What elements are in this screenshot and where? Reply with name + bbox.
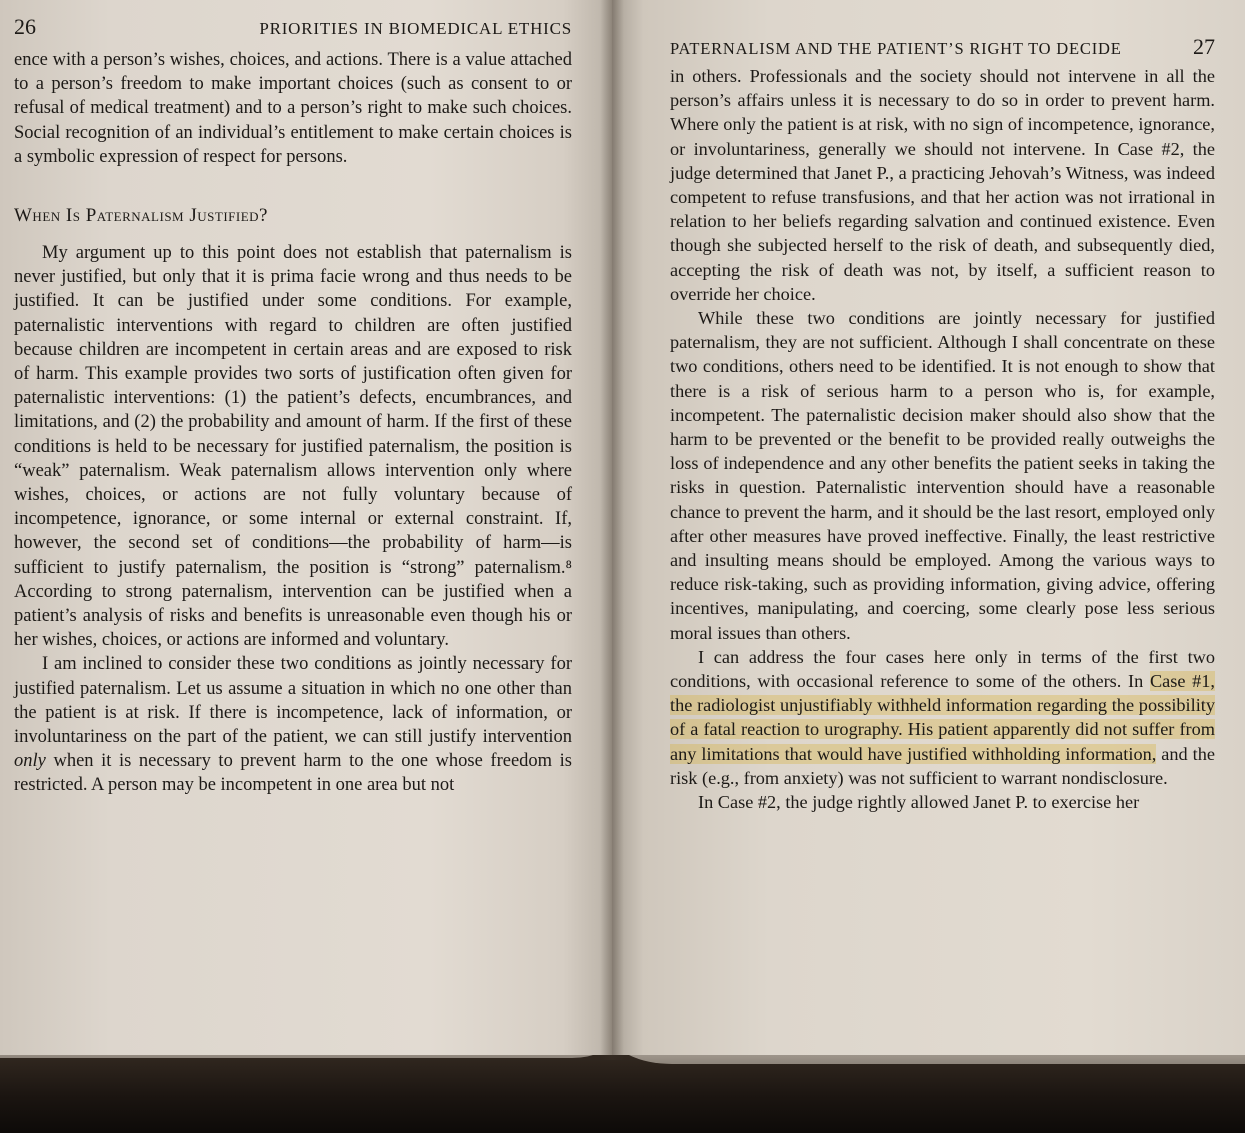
- left-paragraph-1: ence with a person’s wishes, choices, and actions. There is a value attached to a person’s freedom to make important choices (such as consent to or refusal of medical treatment) and to a person’s right to make such choices. Social recognition of an individual’s entitlement to make certain choices is a symbolic expression of respect for persons.: [14, 50, 572, 167]
- highlighted-passage: Case #1, the radiologist unjustifiably withheld information regarding the possibility of a fatal reaction to urography. His patient apparently did not suffer from any limitations that would have justified withholding information,: [670, 671, 1215, 764]
- right-page: [612, 0, 1245, 1055]
- right-page-number: 27: [1193, 34, 1215, 59]
- emphasis-only: only: [14, 751, 46, 772]
- right-paragraph-3-end: and the risk (e.g., from anxiety) was not sufficient to warrant nondisclosure.: [670, 743, 1216, 788]
- right-paragraph-4: In Case #2, the judge rightly allowed Janet P. to exercise her: [698, 792, 1140, 813]
- left-page-number: 26: [14, 14, 36, 39]
- right-paragraph-3: [670, 645, 1215, 790]
- left-paragraph-2: My argument up to this point does not establish that paternalism is never justified, but only that it is prima facie wrong and thus needs to be justified. It can be justified under some conditions. For example, paternalistic interventions with regard to children are often justified because children are incompetent in certain areas and are exposed to risk of harm. This example provides two sorts of justification often given for paternalistic interventions: (1) the patient’s defects, encumbrances, and limitations, and (2) the probability and amount of harm. If the first of these conditions is held to be necessary for justified paternalism, the position is “weak” paternalism. Weak paternalism allows intervention only where wishes, choices, or actions are not fully voluntary because of incompetence, ignorance, or some internal or external constraint. If, however, the second set of conditions—the probability of harm—is sufficient to justify paternalism, the position is “strong” paternalism.⁸ According to strong paternalism, intervention can be justified when a patient’s analysis of risks and benefits is unreasonable even though his or her wishes, choices, or actions are informed and voluntary.: [14, 243, 572, 651]
- right-running-head: [670, 34, 1215, 60]
- left-paragraph-3-start: I am inclined to consider these two conditions as jointly necessary for justified paternalism. Let us assume a situation in which no one other than the patient is at risk. If there is incompetence, lack of information, or involuntariness on the part of the patient, we can still justify intervention: [14, 654, 572, 748]
- section-heading: When Is Paternalism Justified?: [14, 205, 268, 227]
- right-paragraph-1: in others. Professionals and the society should not intervene in all the person’s affairs unless it is necessary to do so in order to prevent harm. Where only the patient is at risk, with no sign of incompetence, ignorance, or involuntariness, generally we should not intervene. In Case #2, the judge determined that Janet P., a practicing Jehovah’s Witness, was indeed competent to refuse transfusions, and that her action was not irrational in relation to her beliefs regarding salvation and continued existence. Even though she subjected herself to the risk of death, and subsequently died, accepting the risk of death was not, by itself, a sufficient reason to override her choice.: [670, 66, 1215, 304]
- left-running-head: [14, 14, 572, 40]
- left-paragraph-3-end: when it is necessary to prevent harm to the one whose freedom is restricted. A person may be incompetent in one area but not: [14, 751, 572, 796]
- left-paragraph-3: [14, 652, 572, 797]
- left-page: [0, 0, 612, 1055]
- left-running-title: PRIORITIES IN BIOMEDICAL ETHICS: [259, 19, 572, 38]
- book-gutter: [600, 0, 624, 1060]
- right-running-title: PATERNALISM AND THE PATIENT’S RIGHT TO DECIDE: [670, 39, 1122, 58]
- right-paragraph-2: While these two conditions are jointly necessary for justified paternalism, they are not sufficient. Although I shall concentrate on these two conditions, others need to be identified. It is not enough to show that there is a risk of serious harm to a person who is, for example, incompetent. The paternalistic decision maker should also show that the harm to be prevented or the benefit to be provided really outweighs the loss of independence and any other benefits the patient seeks in taking the risks in question. Paternalistic intervention should have a reasonable chance to prevent the harm, and it should be the last resort, employed only after other measures have proved ineffective. Finally, the least restrictive and insulting means should be employed. Among the various ways to reduce risk-taking, such as providing information, giving advice, offering incentives, manipulating, and coercing, some clearly pose less serious moral issues than others.: [670, 308, 1215, 643]
- right-paragraph-3-start: I can address the four cases here only in terms of the first two conditions, with occasional reference to some of the others. In: [670, 646, 1215, 692]
